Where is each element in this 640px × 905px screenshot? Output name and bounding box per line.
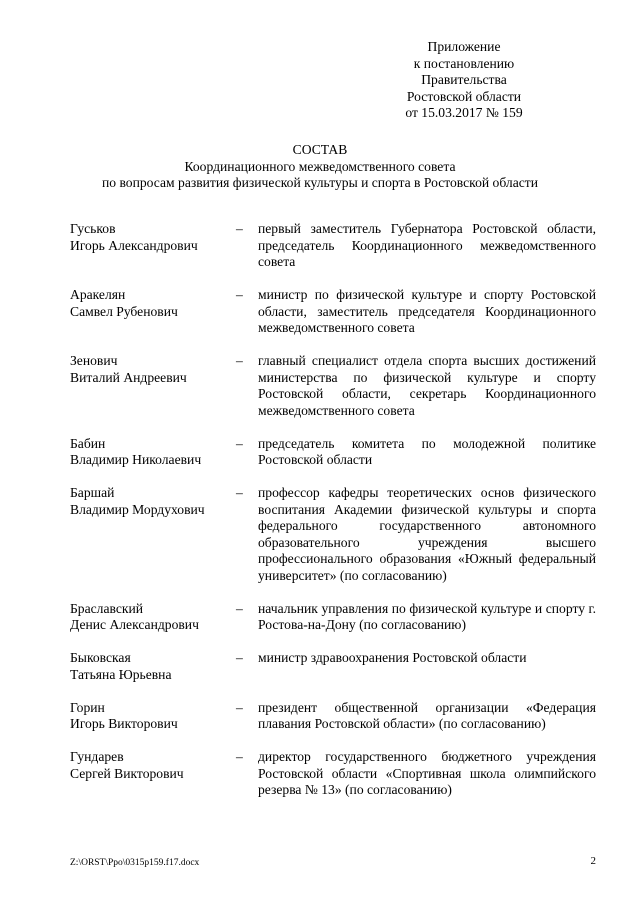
dash-separator: –: [236, 600, 243, 616]
member-role: директор государственного бюджетного учреждения Ростовской области «Спортивная школа олимпийского резерва № 13» (по согласованию): [258, 749, 596, 797]
title-line: Координационного межведомственного совета: [184, 158, 456, 174]
dash-separator: –: [236, 650, 243, 665]
appendix-line: Правительства: [421, 72, 507, 87]
member-given-names: Игорь Александрович: [70, 237, 198, 253]
member-given-names: Сергей Викторович: [70, 765, 184, 781]
page-number: 2: [590, 855, 596, 867]
dash-separator: –: [236, 287, 243, 302]
member-name: [70, 650, 236, 683]
member-given-names: Денис Александрович: [70, 617, 199, 632]
dash-separator: –: [236, 353, 243, 368]
member-given-names: Татьяна Юрьевна: [70, 666, 172, 682]
dash-separator: –: [236, 435, 243, 451]
document-title: [40, 142, 600, 192]
member-role: главный специалист отдела спорта высших достижений министерства по физической культуре и спорту Ростовской области, секретарь Координационного межведомственного совета: [258, 353, 596, 418]
appendix-line: Ростовской области: [406, 88, 522, 104]
title-line: по вопросам развития физической культуры и спорта в Ростовской области: [101, 175, 538, 190]
member-entry: [70, 221, 596, 271]
member-given-names: Владимир Мордухович: [70, 501, 205, 517]
member-entry: [70, 485, 596, 584]
member-entry: [70, 749, 596, 799]
dash-separator: –: [236, 221, 243, 236]
member-entry: [70, 436, 596, 469]
member-surname: Браславский: [70, 600, 144, 616]
member-name: [70, 436, 236, 469]
dash-separator: –: [236, 699, 243, 715]
members-list: [70, 221, 596, 815]
member-name: [70, 749, 236, 799]
member-surname: Гундарев: [70, 749, 124, 764]
member-given-names: Игорь Викторович: [70, 716, 178, 731]
appendix-header: [364, 39, 564, 122]
appendix-line: к постановлению: [413, 55, 515, 71]
member-entry: [70, 700, 596, 733]
member-entry: [70, 287, 596, 337]
member-role: профессор кафедры теоретических основ физического воспитания Академии физической культуры и спорта федерального государственного автономного образовательного учреждения высшего профессионального образования «Южный федеральный университет» (по согласованию): [258, 485, 596, 583]
member-role: начальник управления по физической культуре и спорту г. Ростова-на-Дону (по согласованию): [258, 600, 596, 632]
member-name: [70, 601, 236, 634]
appendix-line: Приложение: [427, 39, 501, 54]
member-name: [70, 485, 236, 584]
member-given-names: Самвел Рубенович: [70, 303, 178, 319]
member-name: [70, 353, 236, 419]
member-name: [70, 700, 236, 733]
member-surname: Аракелян: [70, 287, 126, 302]
member-surname: Зенович: [70, 353, 118, 368]
title-heading: СОСТАВ: [292, 142, 348, 157]
member-entry: [70, 353, 596, 419]
member-name: [70, 287, 236, 337]
member-surname: Горин: [70, 699, 105, 715]
member-surname: Гуськов: [70, 221, 116, 236]
member-entry: [70, 650, 596, 683]
member-surname: Бабин: [70, 435, 106, 451]
member-surname: Баршай: [70, 485, 115, 500]
member-given-names: Виталий Андреевич: [70, 369, 187, 385]
member-surname: Быковская: [70, 650, 131, 665]
member-role: председатель комитета по молодежной политике Ростовской области: [258, 435, 596, 467]
dash-separator: –: [236, 749, 243, 764]
appendix-line: от 15.03.2017 № 159: [405, 105, 523, 120]
member-role: первый заместитель Губернатора Ростовской области, председатель Координационного межведомственного совета: [258, 221, 596, 269]
member-name: [70, 221, 236, 271]
member-role: министр по физической культуре и спорту Ростовской области, заместитель председателя Координационного межведомственного совета: [258, 287, 596, 335]
member-role: министр здравоохранения Ростовской области: [258, 650, 527, 665]
member-role: президент общественной организации «Федерация плавания Ростовской области» (по согласованию): [258, 699, 596, 731]
member-entry: [70, 601, 596, 634]
footer-file-path: Z:\ORST\Ppo\0315p159.f17.docx: [70, 858, 200, 868]
member-given-names: Владимир Николаевич: [70, 452, 202, 467]
dash-separator: –: [236, 485, 243, 500]
